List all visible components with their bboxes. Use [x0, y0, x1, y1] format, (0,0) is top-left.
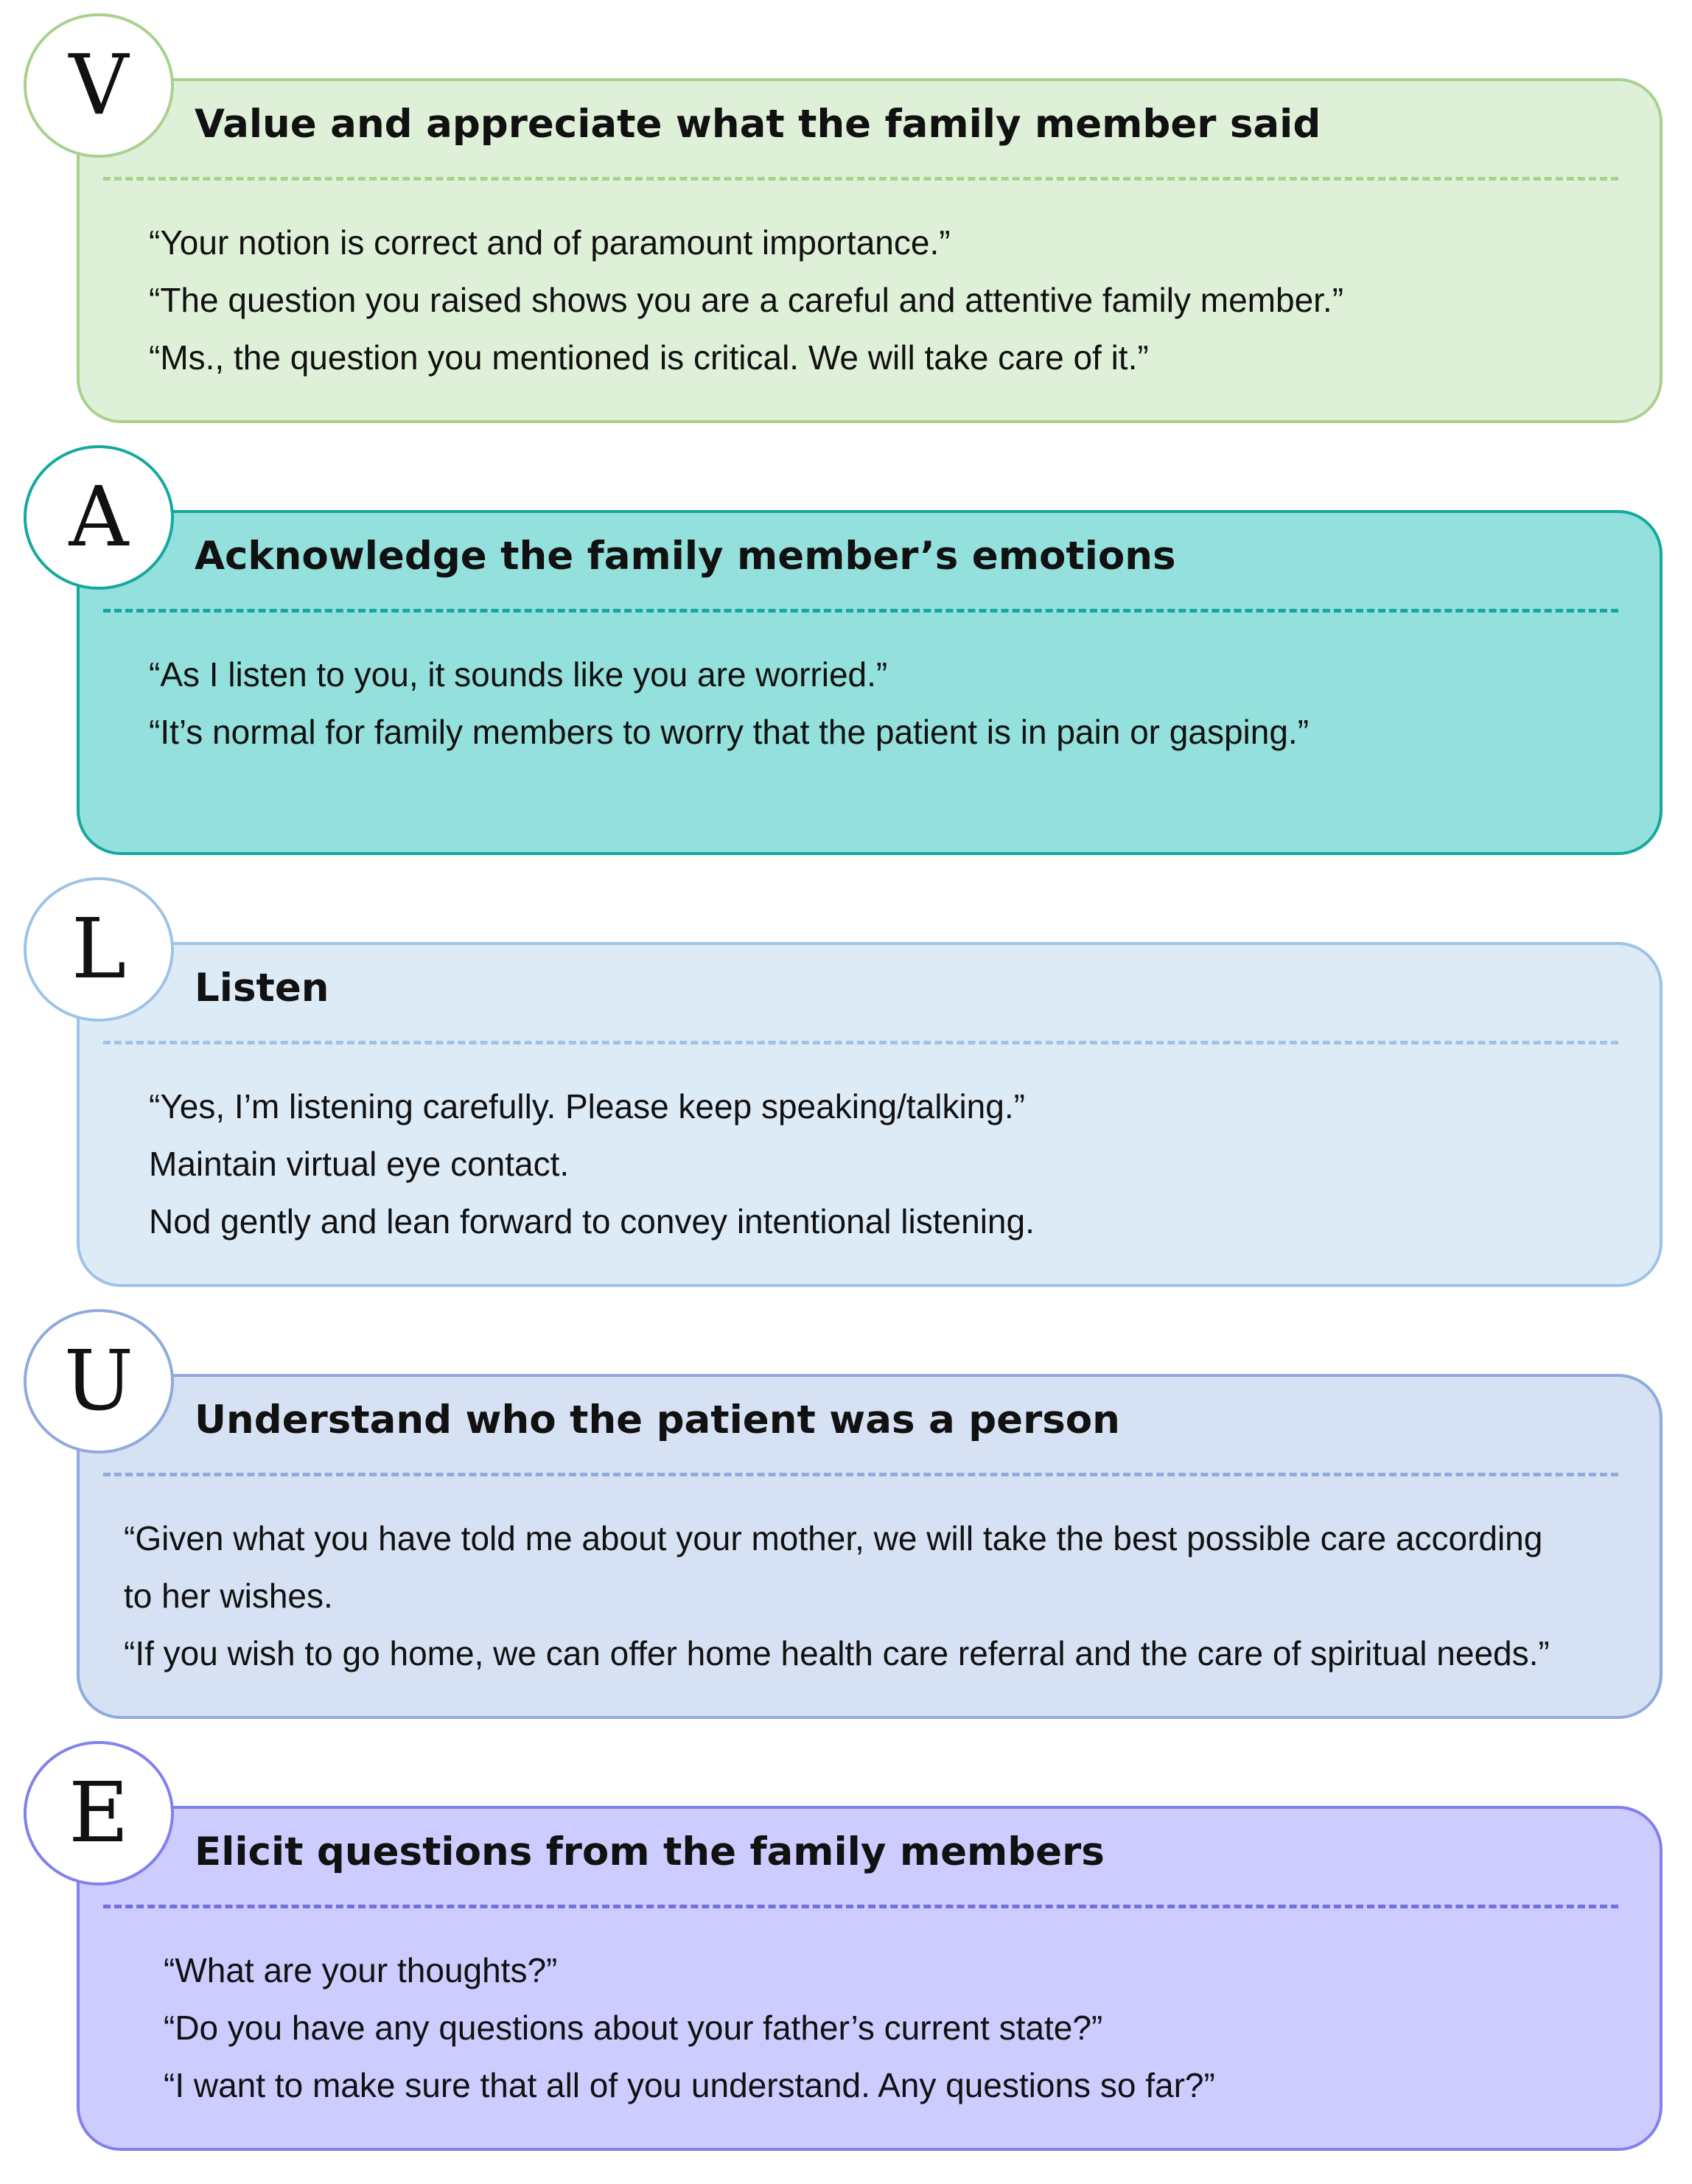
section-acknowledge: [0, 432, 1692, 867]
section-title: Acknowledge the family member’s emotions: [195, 534, 1176, 579]
dashed-divider: [103, 1905, 1618, 1908]
section-title: Listen: [195, 966, 329, 1011]
letter-badge-u: U: [24, 1309, 174, 1454]
phrase-line: “Do you have any questions about your father’s current state?”: [164, 2009, 1103, 2047]
letter-badge-a: A: [24, 445, 174, 590]
letter-badge-l: L: [24, 877, 174, 1022]
example-phrases: [149, 214, 1343, 386]
letter-badge-e: E: [24, 1741, 174, 1885]
section-value: [0, 0, 1692, 435]
phrase-line: Maintain virtual eye contact.: [149, 1145, 570, 1183]
dashed-divider: [103, 1041, 1618, 1044]
example-phrases: [124, 1510, 1550, 1682]
phrase-line: “What are your thoughts?”: [164, 1951, 558, 1989]
phrase-line: “The question you raised shows you are a careful and attentive family member.”: [149, 281, 1344, 319]
section-understand: [0, 1296, 1692, 1731]
example-phrases: [149, 1078, 1035, 1250]
phrase-line: “If you wish to go home, we can offer home health care referral and the care of spiritual needs.”: [124, 1634, 1550, 1672]
dashed-divider: [103, 177, 1618, 181]
letter-badge-v: V: [24, 13, 174, 158]
example-phrases: [164, 1941, 1215, 2114]
example-phrases: [149, 646, 1309, 761]
dashed-divider: [103, 1473, 1618, 1476]
phrase-line: Nod gently and lean forward to convey intentional listening.: [149, 1202, 1035, 1241]
phrase-line: “Yes, I’m listening carefully. Please keep speaking/talking.”: [149, 1087, 1025, 1126]
dashed-divider: [103, 609, 1618, 613]
phrase-line: to her wishes.: [124, 1577, 333, 1615]
section-title: Value and appreciate what the family member said: [195, 102, 1321, 147]
phrase-line: “I want to make sure that all of you understand. Any questions so far?”: [164, 2066, 1215, 2104]
section-title: Understand who the patient was a person: [195, 1398, 1120, 1442]
phrase-line: “Ms., the question you mentioned is critical. We will take care of it.”: [149, 338, 1149, 377]
phrase-line: “Given what you have told me about your mother, we will take the best possible care according: [124, 1519, 1543, 1557]
section-title: Elicit questions from the family members: [195, 1829, 1105, 1874]
phrase-line: “As I listen to you, it sounds like you are worried.”: [149, 655, 888, 694]
section-listen: [0, 864, 1692, 1299]
phrase-line: “It’s normal for family members to worry that the patient is in pain or gasping.”: [149, 713, 1310, 751]
phrase-line: “Your notion is correct and of paramount importance.”: [149, 223, 951, 262]
section-elicit: [0, 1728, 1692, 2184]
